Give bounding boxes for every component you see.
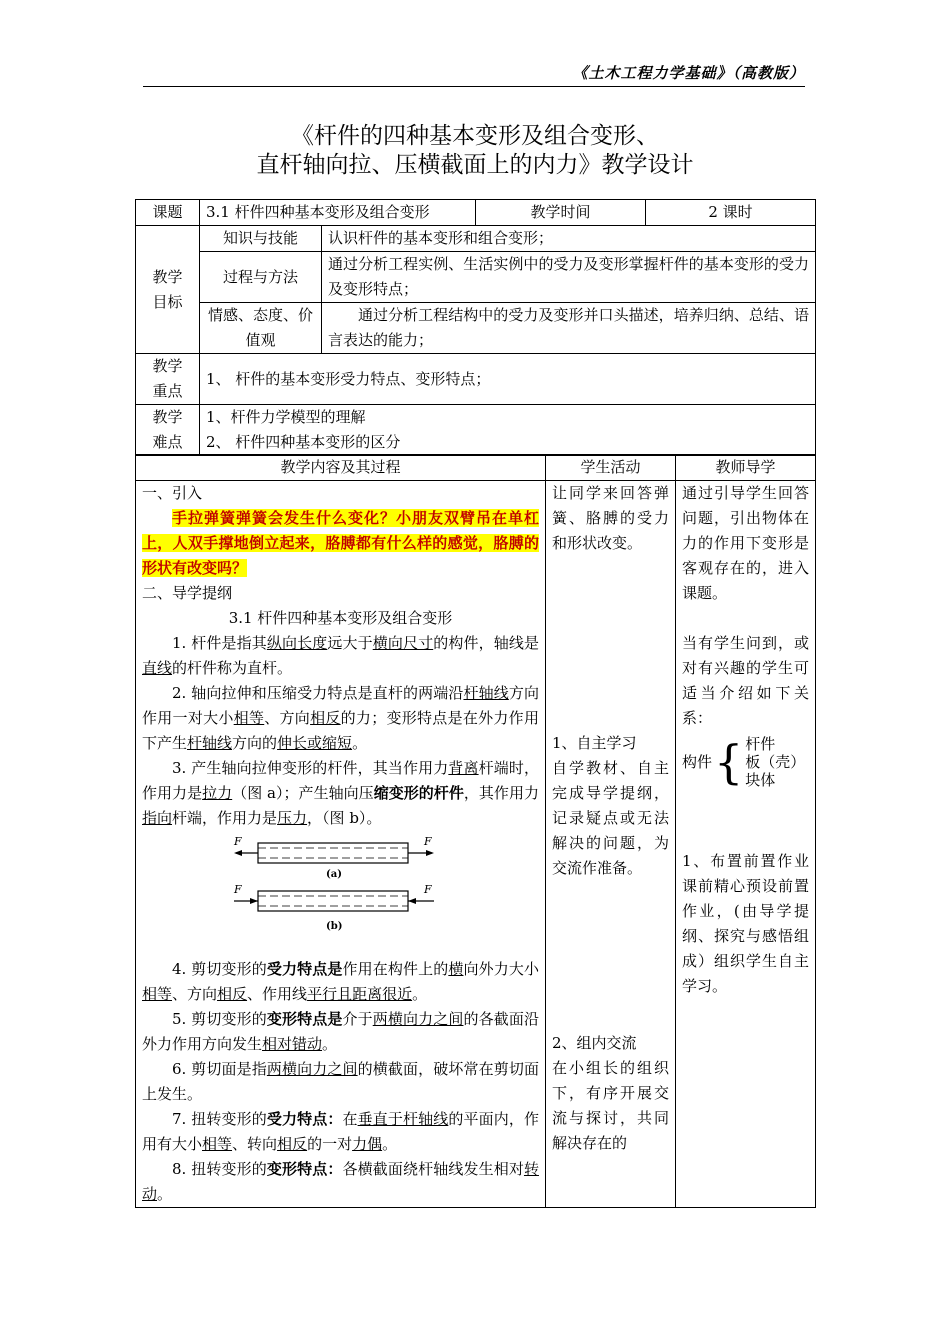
tension-bar [234,843,434,863]
content-cell [136,481,546,1208]
goals-label: 教学 目标 [136,226,200,354]
teacher-cell [676,481,816,1208]
topic-value: 3.1 杆件四种基本变形及组合变形 [200,200,476,226]
classification-list [745,735,805,789]
outline-item-1: 1. 杆件是指其纵向长度远大于横向尺寸的构件，轴线是直线的杆件称为直杆。 [142,634,539,677]
goal-label-attitude: 情感、态度、价值观 [200,303,322,354]
time-value: 2 课时 [646,200,816,226]
header-rule [143,86,805,87]
classification-item: 块体 [745,771,776,789]
outline-item-2: 2. 轴向拉伸和压缩受力特点是直杆的两端沿杆轴线方向作用一对大小相等、方向相反的力；变形特点是在外力作用下产生杆轴线方向的伸长或缩短。 [142,684,539,752]
meta-table [135,199,816,456]
topic-label: 课题 [136,200,200,226]
force-label-b-left: F [234,883,242,896]
goal-text-attitude: 通过分析工程结构中的受力及变形并口头描述，培养归纳、总结、语言表达的能力； [322,303,816,354]
goal-label-knowledge: 知识与技能 [200,226,322,252]
figure-label-a: (a) [326,869,342,880]
force-label-a-left: F [234,837,242,848]
column-header-student: 学生活动 [546,455,676,481]
outline-item-5: 5. 剪切变形的变形特点是介于两横向力之间的各截面沿外力作用方向发生相对错动。 [142,1010,539,1053]
goal-text-process: 通过分析工程实例、生活实例中的受力及变形掌握杆件的基本变形的受力及变形特点； [322,252,816,303]
force-label-b-right: F [424,883,432,896]
title-line-1: 《杆件的四种基本变形及组合变形、 [291,123,659,149]
teacher-guide-relation: 当有学生问到，或对有兴趣的学生可适当介绍如下关系： [682,634,809,727]
student-step-2-title: 2、组内交流 [552,1034,637,1052]
title-line-2: 直杆轴向拉、压横截面上的内力》教学设计 [256,152,694,178]
classification-item: 板（壳） [745,753,806,771]
time-label: 教学时间 [476,200,646,226]
outline-item-7: 7. 扭转变形的受力特点：在垂直于杆轴线的平面内，作用有大小相等、转向相反的一对力偶。 [142,1110,539,1153]
teacher-guide-preview: 1、布置前置作业课前精心预设前置作业，(由导学提纲、探究与感悟组成）组织学生自主学习。 [682,852,809,995]
intro-question: 手拉弹簧弹簧会发生什么变化？小朋友双臂吊在单杠上，人双手撑地倒立起来，胳膊都有什么样的感觉，胳膊的形状有改变吗？ [142,509,539,577]
outline-subtitle: 3.1 杆件四种基本变形及组合变形 [228,609,453,627]
process-table [135,454,816,1208]
outline-item-3: 3. 产生轴向拉伸变形的杆件，其当作用力背离杆端时，作用力是拉力（图 a）；产生轴向压缩变形的杆件，其作用力指向杆端，作用力是压力，（图 b）。 [142,759,539,827]
key-label: 教学 重点 [136,354,200,405]
teacher-guide-intro: 通过引导学生回答问题，引出物体在力的作用下变形是客观存在的，进入课题。 [682,484,809,602]
goal-text-knowledge: 认识杆件的基本变形和组合变形； [322,226,816,252]
member-classification [682,735,809,789]
column-header-content: 教学内容及其过程 [136,455,546,481]
axial-force-diagram [230,837,440,937]
outline-item-4: 4. 剪切变形的受力特点是作用在构件上的横向外力大小相等、方向相反、作用线平行且距离很近。 [142,960,539,1003]
student-step-2-text: 在小组长的组织下，有序开展交流与探讨，共同解决存在的 [552,1059,669,1152]
brace-icon: { [714,735,744,789]
goal-label-process: 过程与方法 [200,252,322,303]
difficulty-text: 1、杆件力学模型的理解 2、 杆件四种基本变形的区分 [200,405,816,456]
figure-label-b: (b) [326,921,343,932]
page-title [100,122,850,180]
student-step-1-title: 1、自主学习 [552,734,637,752]
difficulty-label: 教学 难点 [136,405,200,456]
section-outline: 二、导学提纲 [142,584,233,602]
outline-item-6: 6. 剪切面是指两横向力之间的横截面，破坏常在剪切面上发生。 [142,1060,539,1103]
running-header: 《土木工程力学基础》（高教版） [572,64,805,82]
column-header-teacher: 教师导学 [676,455,816,481]
compression-bar [234,891,434,911]
student-answer: 让同学来回答弹簧、胳膊的受力和形状改变。 [552,484,669,552]
student-step-1-text: 自学教材、自主完成导学提纲，记录疑点或无法解决的问题，为交流作准备。 [552,759,669,877]
classification-item: 杆件 [745,735,776,753]
student-cell [546,481,676,1208]
classification-root: 构件 [682,752,713,771]
force-label-a-right: F [424,837,432,848]
key-text: 1、 杆件的基本变形受力特点、变形特点； [200,354,816,405]
axial-force-figure [230,837,539,945]
section-intro: 一、引入 [142,484,203,502]
outline-item-8: 8. 扭转变形的变形特点：各横截面绕杆轴线发生相对转动。 [142,1160,539,1203]
